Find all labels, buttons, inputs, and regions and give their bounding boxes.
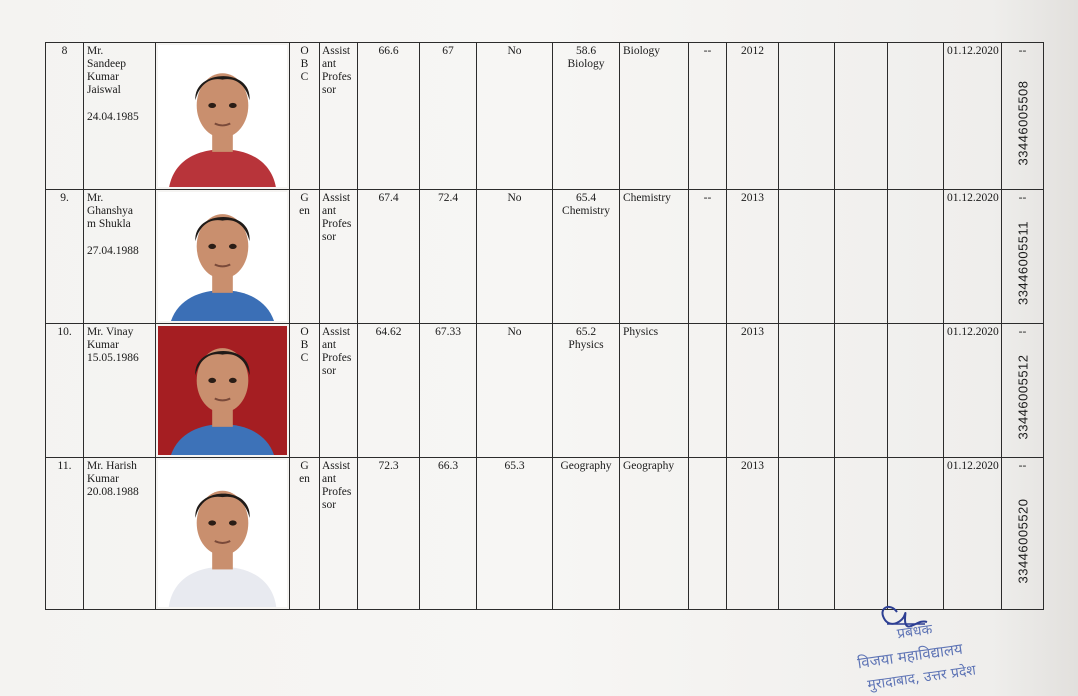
- date-of-birth: 24.04.1985: [87, 111, 139, 123]
- staff-register-table: [45, 42, 1044, 610]
- text-line: 65.2: [575, 325, 597, 338]
- text-line: sor: [322, 364, 337, 377]
- text-line: Mr.: [87, 45, 104, 57]
- text-line: 58.6: [575, 45, 597, 57]
- dash-cell: [689, 189, 727, 323]
- marks-1: 72.3: [378, 460, 399, 473]
- table-row: [46, 43, 1044, 190]
- text-line: Sandeep: [87, 58, 126, 70]
- text-line: Chemistry: [562, 204, 610, 217]
- marks-3: No: [507, 191, 522, 204]
- pg-qualification-cell: [553, 323, 620, 457]
- text-line: sor: [322, 499, 337, 512]
- account-number: 33446005508: [1015, 80, 1030, 166]
- marks-3-cell: [477, 323, 553, 457]
- post-cell: [320, 189, 358, 323]
- year: 2013: [741, 325, 764, 338]
- account-number-cell: [1002, 458, 1044, 610]
- date-of-birth: 27.04.1988: [87, 244, 139, 257]
- text-line: Geography: [560, 460, 612, 473]
- post-cell: [320, 43, 358, 190]
- subject: Chemistry: [623, 191, 671, 204]
- empty-cell: [888, 458, 944, 610]
- serial-number: 11.: [57, 460, 72, 473]
- text-line: C: [300, 351, 309, 364]
- empty-cell: [779, 458, 835, 610]
- name-cell: [84, 323, 156, 457]
- photo-cell: [156, 458, 290, 610]
- post-cell: [320, 458, 358, 610]
- joining-date: 01.12.2020: [947, 325, 999, 338]
- marks-1: 66.6: [378, 45, 399, 57]
- marks-3: No: [507, 45, 522, 57]
- table-row: [46, 458, 1044, 610]
- text-line: G: [300, 460, 309, 473]
- marks-2: 67: [442, 45, 454, 57]
- person-photo-icon: [158, 45, 287, 187]
- text-line: Jaiswal: [87, 84, 121, 96]
- text-line: Kumar: [87, 71, 119, 83]
- serial-number-cell: [46, 323, 84, 457]
- table-row: [46, 189, 1044, 323]
- empty-cell: [835, 43, 888, 190]
- year-cell: [727, 323, 779, 457]
- joining-date-cell: [944, 458, 1002, 610]
- account-number-cell: [1002, 323, 1044, 457]
- marks-3-cell: [477, 458, 553, 610]
- empty-cell: [888, 43, 944, 190]
- marks-2-cell: [420, 189, 477, 323]
- account-number: 33446005520: [1015, 498, 1030, 584]
- text-line: Kumar: [87, 473, 119, 486]
- account-number: 33446005511: [1015, 220, 1030, 305]
- marks-2: 72.4: [437, 191, 459, 204]
- account-number: 33446005512: [1015, 354, 1030, 440]
- year: 2012: [741, 45, 764, 57]
- pg-qualification-cell: [553, 458, 620, 610]
- text-line: Mr. Harish: [87, 460, 137, 473]
- serial-number: 8: [61, 45, 68, 57]
- dash-cell: [689, 43, 727, 190]
- name-cell: [84, 189, 156, 323]
- text-line: Assist: [322, 191, 351, 204]
- dash-text: --: [1018, 325, 1027, 338]
- category-cell: [290, 323, 320, 457]
- marks-3: No: [507, 325, 522, 338]
- year-cell: [727, 189, 779, 323]
- text-line: sor: [322, 84, 337, 96]
- dash-text: --: [1018, 191, 1027, 204]
- marks-1: 67.4: [378, 191, 399, 204]
- text-line: G: [300, 191, 309, 204]
- year: 2013: [741, 460, 764, 473]
- person-photo-icon: [158, 460, 287, 607]
- text-line: 65.4: [575, 191, 597, 204]
- account-number-cell: [1002, 43, 1044, 190]
- stamp-line-1: प्रबंधक: [896, 621, 934, 643]
- marks-1-cell: [358, 323, 420, 457]
- date-of-birth: 15.05.1986: [87, 351, 139, 364]
- text-line: Biology: [567, 58, 605, 70]
- subject: Physics: [623, 325, 659, 338]
- dash-text: --: [703, 191, 712, 204]
- passport-photo-man-blue-shirt: [158, 192, 287, 321]
- joining-date: 01.12.2020: [947, 45, 999, 57]
- text-line: Assist: [322, 325, 351, 338]
- stamp-line-2: विजया महाविद्यालय: [856, 639, 964, 673]
- dash-cell: [689, 323, 727, 457]
- marks-3-cell: [477, 43, 553, 190]
- name-cell: [84, 458, 156, 610]
- subject: Geography: [623, 460, 675, 473]
- text-line: C: [300, 71, 309, 83]
- person-photo-icon: [158, 326, 287, 455]
- text-line: ant: [322, 58, 337, 70]
- text-line: Profes: [322, 71, 352, 83]
- signature-stamp: [855, 600, 1015, 694]
- joining-date: 01.12.2020: [947, 460, 999, 473]
- text-line: sor: [322, 230, 337, 243]
- category-cell: [290, 189, 320, 323]
- pg-qualification-cell: [553, 189, 620, 323]
- serial-number-cell: [46, 458, 84, 610]
- passport-photo-man-red-shirt: [158, 45, 287, 187]
- serial-number: 9.: [60, 191, 69, 204]
- text-line: Profes: [322, 217, 352, 230]
- serial-number-cell: [46, 189, 84, 323]
- marks-1-cell: [358, 43, 420, 190]
- empty-cell: [835, 458, 888, 610]
- dash-text: --: [703, 45, 712, 57]
- passport-photo-man-white-shirt: [158, 460, 287, 607]
- text-line: ant: [322, 338, 337, 351]
- subject: Biology: [623, 45, 661, 57]
- marks-1-cell: [358, 458, 420, 610]
- text-line: ant: [322, 473, 337, 486]
- marks-3: 65.3: [504, 460, 525, 473]
- joining-date-cell: [944, 43, 1002, 190]
- pg-qualification-cell: [553, 43, 620, 190]
- marks-3-cell: [477, 189, 553, 323]
- subject-cell: [620, 323, 689, 457]
- date-of-birth: 20.08.1988: [87, 486, 139, 499]
- category-cell: [290, 458, 320, 610]
- year-cell: [727, 458, 779, 610]
- joining-date-cell: [944, 323, 1002, 457]
- text-line: Mr. Vinay: [87, 325, 134, 338]
- dash-text: --: [1018, 460, 1027, 473]
- marks-2-cell: [420, 43, 477, 190]
- category-cell: [290, 43, 320, 190]
- name-cell: [84, 43, 156, 190]
- empty-cell: [888, 323, 944, 457]
- serial-number: 10.: [57, 325, 72, 338]
- text-line: Profes: [322, 486, 352, 499]
- text-line: ant: [322, 204, 337, 217]
- stamp-line-3: मुरादाबाद, उत्तर प्रदेश: [866, 662, 977, 694]
- passport-photo-man-red-background: [158, 326, 287, 455]
- empty-cell: [835, 189, 888, 323]
- empty-cell: [779, 323, 835, 457]
- empty-cell: [888, 189, 944, 323]
- post-cell: [320, 323, 358, 457]
- serial-number-cell: [46, 43, 84, 190]
- subject-cell: [620, 189, 689, 323]
- text-line: Assist: [322, 460, 351, 473]
- subject-cell: [620, 458, 689, 610]
- marks-2-cell: [420, 323, 477, 457]
- year-cell: [727, 43, 779, 190]
- text-line: Kumar: [87, 338, 119, 351]
- photo-cell: [156, 43, 290, 190]
- empty-cell: [779, 189, 835, 323]
- text-line: Physics: [568, 338, 604, 351]
- text-line: B: [300, 338, 309, 351]
- text-line: O: [300, 325, 309, 338]
- empty-cell: [835, 323, 888, 457]
- table-row: [46, 323, 1044, 457]
- account-number-cell: [1002, 189, 1044, 323]
- dash-cell: [689, 458, 727, 610]
- joining-date: 01.12.2020: [947, 191, 999, 204]
- marks-2: 67.33: [435, 325, 461, 338]
- joining-date-cell: [944, 189, 1002, 323]
- text-line: Ghanshya: [87, 204, 133, 217]
- text-line: Mr.: [87, 191, 104, 204]
- marks-2: 66.3: [437, 460, 459, 473]
- text-line: Profes: [322, 351, 352, 364]
- photo-cell: [156, 189, 290, 323]
- empty-cell: [779, 43, 835, 190]
- text-line: O: [300, 45, 309, 57]
- dash-text: --: [1018, 45, 1027, 57]
- marks-2-cell: [420, 458, 477, 610]
- text-line: Assist: [322, 45, 351, 57]
- year: 2013: [741, 191, 764, 204]
- subject-cell: [620, 43, 689, 190]
- marks-1: 64.62: [375, 325, 402, 338]
- text-line: B: [300, 58, 309, 70]
- text-line: m Shukla: [87, 217, 131, 230]
- text-line: en: [299, 204, 310, 217]
- photo-cell: [156, 323, 290, 457]
- marks-1-cell: [358, 189, 420, 323]
- text-line: en: [299, 473, 310, 486]
- person-photo-icon: [158, 192, 287, 321]
